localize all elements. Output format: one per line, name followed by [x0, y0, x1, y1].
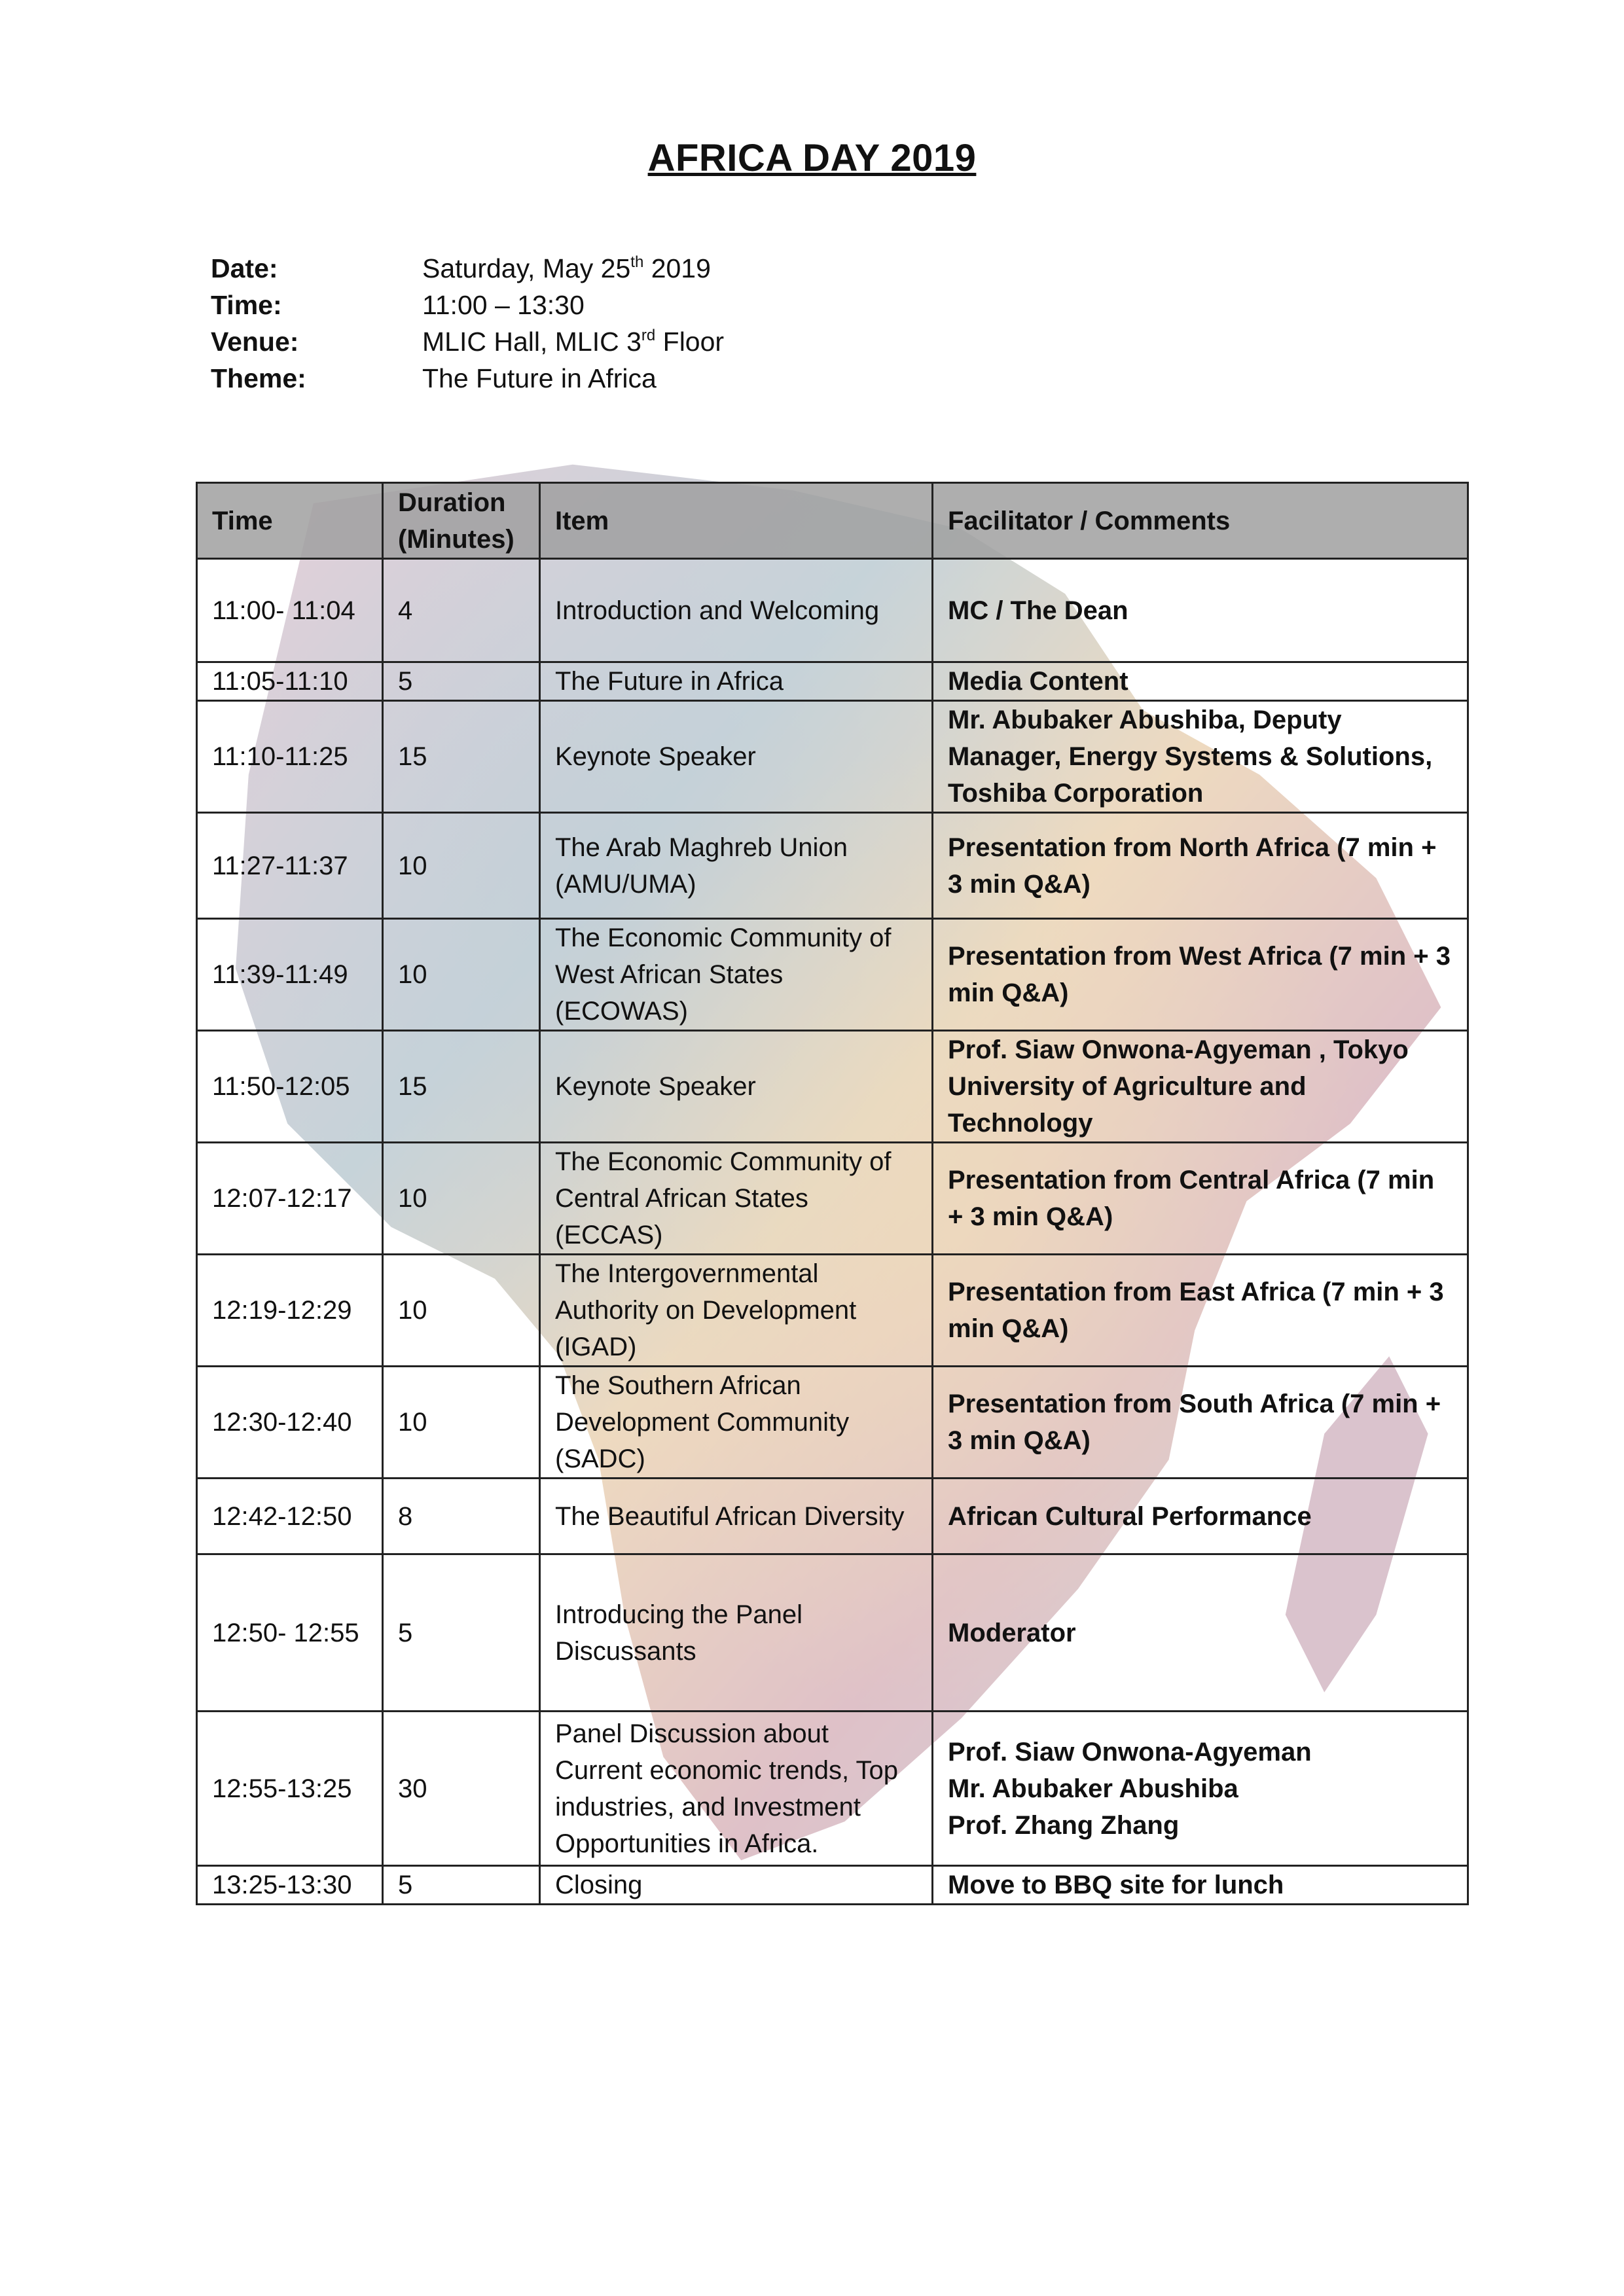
cell-item: Panel Discussion about Current economic trends, Top industries, and Investment Opportunities in Africa.	[540, 1712, 933, 1866]
page-title: AFRICA DAY 2019	[647, 137, 977, 179]
cell-item: The Future in Africa	[540, 662, 933, 701]
theme-value: The Future in Africa	[422, 363, 657, 393]
cell-time: 11:10-11:25	[197, 701, 383, 813]
cell-time: 13:25-13:30	[197, 1866, 383, 1905]
cell-item: Keynote Speaker	[540, 1031, 933, 1143]
table-row	[197, 701, 1468, 813]
cell-duration: 4	[383, 559, 540, 662]
venue-row	[211, 323, 724, 360]
time-value: 11:00 – 13:30	[422, 290, 585, 320]
date-value: Saturday, May 25th 2019	[422, 253, 711, 283]
theme-row	[211, 360, 724, 397]
cell-duration: 15	[383, 701, 540, 813]
header-item: Item	[540, 483, 933, 559]
cell-facilitator: Prof. Siaw Onwona-Agyeman , Tokyo University of Agriculture and Technology	[933, 1031, 1468, 1143]
cell-duration: 10	[383, 1367, 540, 1479]
cell-duration: 10	[383, 813, 540, 919]
cell-duration: 10	[383, 919, 540, 1031]
time-row	[211, 287, 724, 323]
cell-facilitator: Media Content	[933, 662, 1468, 701]
header-time: Time	[197, 483, 383, 559]
cell-item: The Economic Community of Central African States (ECCAS)	[540, 1143, 933, 1255]
cell-item: Introducing the Panel Discussants	[540, 1554, 933, 1712]
cell-time: 11:05-11:10	[197, 662, 383, 701]
table-row	[197, 919, 1468, 1031]
date-label: Date:	[211, 253, 278, 283]
table-row	[197, 662, 1468, 701]
cell-item: Introduction and Welcoming	[540, 559, 933, 662]
table-row	[197, 559, 1468, 662]
cell-item: Keynote Speaker	[540, 701, 933, 813]
header-facilitator: Facilitator / Comments	[933, 483, 1468, 559]
cell-facilitator: Presentation from East Africa (7 min + 3 min Q&A)	[933, 1255, 1468, 1367]
table-row	[197, 1479, 1468, 1554]
cell-facilitator: Presentation from South Africa (7 min + 3 min Q&A)	[933, 1367, 1468, 1479]
cell-time: 12:50- 12:55	[197, 1554, 383, 1712]
cell-time: 11:00- 11:04	[197, 559, 383, 662]
cell-time: 11:50-12:05	[197, 1031, 383, 1143]
cell-time: 11:27-11:37	[197, 813, 383, 919]
table-row	[197, 813, 1468, 919]
schedule-table	[196, 482, 1469, 1905]
cell-facilitator: Presentation from North Africa (7 min + 3 min Q&A)	[933, 813, 1468, 919]
cell-time: 12:42-12:50	[197, 1479, 383, 1554]
cell-time: 12:55-13:25	[197, 1712, 383, 1866]
cell-item: The Intergovernmental Authority on Development (IGAD)	[540, 1255, 933, 1367]
cell-item: The Beautiful African Diversity	[540, 1479, 933, 1554]
cell-facilitator: Move to BBQ site for lunch	[933, 1866, 1468, 1905]
header-duration: Duration (Minutes)	[383, 483, 540, 559]
cell-duration: 5	[383, 662, 540, 701]
cell-facilitator: Presentation from Central Africa (7 min + 3 min Q&A)	[933, 1143, 1468, 1255]
table-row	[197, 1031, 1468, 1143]
cell-duration: 10	[383, 1143, 540, 1255]
cell-item: Closing	[540, 1866, 933, 1905]
table-row	[197, 1712, 1468, 1866]
cell-facilitator: Mr. Abubaker Abushiba, Deputy Manager, Energy Systems & Solutions, Toshiba Corporation	[933, 701, 1468, 813]
table-row	[197, 1143, 1468, 1255]
cell-duration: 15	[383, 1031, 540, 1143]
cell-time: 12:19-12:29	[197, 1255, 383, 1367]
cell-facilitator: Moderator	[933, 1554, 1468, 1712]
cell-facilitator: Presentation from West Africa (7 min + 3 min Q&A)	[933, 919, 1468, 1031]
table-row	[197, 1367, 1468, 1479]
cell-time: 11:39-11:49	[197, 919, 383, 1031]
cell-item: The Economic Community of West African States (ECOWAS)	[540, 919, 933, 1031]
cell-duration: 10	[383, 1255, 540, 1367]
venue-value: MLIC Hall, MLIC 3rd Floor	[422, 327, 725, 357]
cell-time: 12:30-12:40	[197, 1367, 383, 1479]
event-details	[211, 250, 724, 397]
table-header-row	[197, 483, 1468, 559]
table-row	[197, 1255, 1468, 1367]
venue-label: Venue:	[211, 327, 299, 357]
table-row	[197, 1554, 1468, 1712]
cell-facilitator: Prof. Siaw Onwona-Agyeman Mr. Abubaker Abushiba Prof. Zhang Zhang	[933, 1712, 1468, 1866]
cell-item: The Arab Maghreb Union (AMU/UMA)	[540, 813, 933, 919]
cell-duration: 5	[383, 1554, 540, 1712]
table-row	[197, 1866, 1468, 1905]
cell-facilitator: MC / The Dean	[933, 559, 1468, 662]
theme-label: Theme:	[211, 363, 306, 393]
cell-time: 12:07-12:17	[197, 1143, 383, 1255]
cell-duration: 30	[383, 1712, 540, 1866]
date-row	[211, 250, 724, 287]
cell-duration: 8	[383, 1479, 540, 1554]
cell-facilitator: African Cultural Performance	[933, 1479, 1468, 1554]
cell-duration: 5	[383, 1866, 540, 1905]
cell-item: The Southern African Development Community (SADC)	[540, 1367, 933, 1479]
time-label: Time:	[211, 290, 282, 320]
